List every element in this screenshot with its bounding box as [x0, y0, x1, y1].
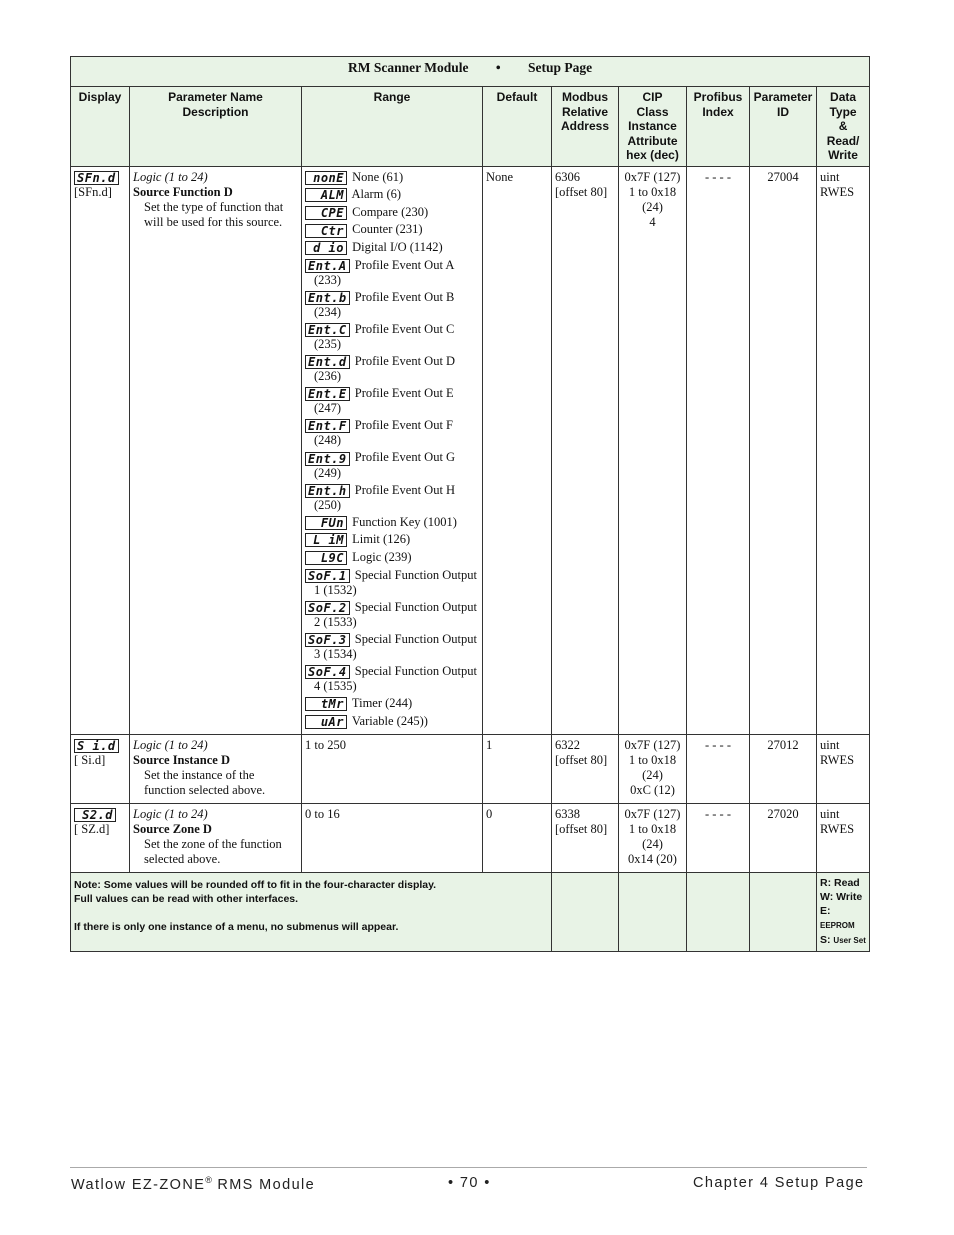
range-label: Profile Event Out D (236) [314, 354, 456, 384]
page-name: Setup Page [527, 60, 593, 75]
cip-cell [619, 735, 687, 804]
range-label: Function Key (1001) [352, 514, 457, 529]
cip-instance: 1 to 0x18 [628, 753, 677, 768]
param-cell [130, 735, 302, 804]
range-cell [302, 166, 483, 735]
range-label: Compare (230) [352, 204, 429, 219]
read-write: RWES [820, 822, 855, 837]
cip-cell [619, 804, 687, 873]
note-row [71, 873, 870, 952]
range-label: Limit (126) [352, 532, 411, 547]
range-option [305, 568, 479, 598]
range-option [305, 258, 479, 288]
header-data-type [817, 87, 870, 167]
header-modbus-line1: Modbus [562, 90, 608, 104]
modbus-offset: [offset 80] [555, 753, 608, 768]
range-option [305, 483, 479, 513]
table-title-row [71, 57, 870, 87]
range-lcd: tMr [305, 697, 347, 711]
lcd-display: S i.d [74, 739, 119, 753]
footer-left [71, 1175, 315, 1193]
cip-instance: 1 to 0x18 [628, 184, 677, 199]
modbus-address: 6306 [555, 169, 580, 184]
range-option [305, 664, 479, 694]
param-name: Source Instance D [133, 753, 230, 768]
header-cip-line4: Attribute [627, 133, 678, 148]
data-type-cell [817, 804, 870, 873]
data-type-cell [817, 166, 870, 735]
range-label: Special Function Output 1 (1532) [314, 567, 477, 597]
title-bullet: • [495, 60, 501, 75]
note-empty-cell [750, 873, 817, 952]
header-profibus-line1: Profibus [693, 90, 743, 104]
display-cell [71, 804, 130, 873]
data-type: uint [820, 169, 840, 184]
range-lcd: SoF.4 [305, 665, 350, 679]
range-lcd: d io [305, 241, 347, 255]
read-write: RWES [820, 184, 855, 199]
data-type: uint [820, 738, 840, 753]
param-cell [130, 804, 302, 873]
range-lcd: L iM [305, 533, 347, 547]
range-option [305, 600, 479, 630]
range-lcd: ALM [305, 188, 347, 202]
range-lcd: L9C [305, 551, 347, 565]
range-lcd: Ent.F [305, 419, 350, 433]
footer-registered-mark: ® [205, 1175, 212, 1185]
range-option [305, 354, 479, 384]
range-lcd: Ctr [305, 224, 347, 238]
range-lcd: FUn [305, 516, 347, 530]
range-option [305, 450, 479, 480]
rw-legend [817, 873, 870, 952]
legend-e-key: E: [820, 905, 831, 918]
header-data-type-line1: Data [830, 90, 857, 104]
table-row [71, 735, 870, 804]
range-lcd: Ent.h [305, 484, 350, 498]
module-name: RM Scanner Module [347, 60, 469, 75]
legend-s-val: User Set [833, 936, 866, 946]
table-title [71, 57, 870, 87]
range-option [305, 515, 479, 530]
footer-chapter: Chapter 4 Setup Page [693, 1175, 865, 1191]
modbus-offset: [offset 80] [555, 822, 608, 837]
header-data-type-line4: Read/ [826, 133, 860, 148]
header-param-id-line2: ID [777, 104, 789, 119]
header-profibus-line2: Index [702, 104, 734, 119]
header-data-type-line3: & [838, 119, 848, 133]
modbus-cell [552, 166, 619, 735]
param-description: Set the type of function that will be used for this source. [144, 199, 284, 229]
range-lcd: Ent.E [305, 387, 350, 401]
range-label: Profile Event Out F (248) [314, 418, 454, 448]
note-line-3: If there is only one instance of a menu, no submenus will appear. [74, 921, 399, 934]
header-data-type-line5: Write [828, 148, 858, 162]
param-id-cell: 27012 [750, 735, 817, 804]
footer-divider [70, 1167, 867, 1168]
footer-module: RMS Module [211, 1176, 316, 1193]
range-option [305, 532, 479, 547]
range-lcd: CPE [305, 206, 347, 220]
range-option [305, 322, 479, 352]
note-empty-cell [687, 873, 750, 952]
range-lcd: Ent.9 [305, 452, 350, 466]
header-row [71, 87, 870, 167]
param-name: Source Function D [133, 184, 233, 199]
note-line-1: Note: Some values will be rounded off to fit in the four-character display. [74, 879, 437, 892]
display-code: [SFn.d] [74, 184, 112, 199]
param-id-cell: 27020 [750, 804, 817, 873]
range-option [305, 714, 479, 729]
range-option [305, 696, 479, 711]
range-label: Profile Event Out B (234) [314, 289, 455, 319]
range-lcd: Ent.C [305, 323, 350, 337]
cip-instance-dec: (24) [642, 837, 663, 852]
range-label: Timer (244) [351, 696, 413, 710]
lcd-display: SFn.d [74, 171, 119, 185]
range-label: Profile Event Out A (233) [314, 257, 454, 287]
range-option [305, 187, 479, 202]
param-cell [130, 166, 302, 735]
range-option [305, 170, 479, 185]
param-description: Set the instance of the function selected above. [144, 768, 266, 798]
menu-label: Logic (1 to 24) [133, 807, 208, 822]
range-option [305, 550, 479, 565]
legend-r-val: Read [834, 877, 860, 890]
range-option [305, 632, 479, 662]
header-param-id [750, 87, 817, 167]
range-label: Special Function Output 4 (1535) [314, 663, 477, 693]
header-cip [619, 87, 687, 167]
legend-w-val: Write [836, 891, 863, 904]
cip-instance: 1 to 0x18 [628, 822, 677, 837]
legend-r-key: R: [820, 877, 832, 890]
header-modbus-line2: Relative [561, 104, 609, 119]
note-empty-cell [552, 873, 619, 952]
display-code: [ Si.d] [74, 753, 106, 768]
table-row [71, 804, 870, 873]
cip-instance-dec: (24) [642, 199, 663, 214]
modbus-cell [552, 804, 619, 873]
header-cip-line3: Instance [628, 119, 677, 133]
modbus-address: 6338 [555, 807, 580, 822]
cip-attribute: 0x14 (20) [628, 852, 677, 867]
table-row [71, 166, 870, 735]
header-modbus [552, 87, 619, 167]
range-option [305, 418, 479, 448]
default-cell: 1 [483, 735, 552, 804]
display-cell [71, 166, 130, 735]
parameter-table [70, 56, 870, 952]
header-modbus-line3: Address [560, 119, 610, 133]
cip-cell [619, 166, 687, 735]
range-label: Counter (231) [352, 222, 423, 237]
note-cell [71, 873, 552, 952]
range-label: Profile Event Out H (250) [314, 482, 456, 512]
range-option [305, 205, 479, 220]
display-cell [71, 735, 130, 804]
profibus-cell: - - - - [687, 804, 750, 873]
cip-class: 0x7F (127) [624, 807, 681, 822]
modbus-cell [552, 735, 619, 804]
header-param-id-line1: Parameter [753, 90, 813, 104]
param-id-cell: 27004 [750, 166, 817, 735]
default-cell: None [483, 166, 552, 735]
header-cip-line5: hex (dec) [626, 148, 679, 162]
range-cell: 1 to 250 [302, 735, 483, 804]
range-label: None (61) [352, 169, 404, 184]
header-profibus [687, 87, 750, 167]
range-list [305, 170, 479, 729]
range-cell: 0 to 16 [302, 804, 483, 873]
lcd-display: S2.d [74, 808, 116, 822]
profibus-cell: - - - - [687, 166, 750, 735]
header-param-name-line1: Parameter Name [168, 90, 263, 104]
note-line-2: Full values can be read with other interfaces. [74, 893, 299, 906]
footer-product: Watlow EZ-ZONE [71, 1176, 206, 1193]
range-label: Profile Event Out C (235) [314, 321, 455, 351]
data-type-cell [817, 735, 870, 804]
range-lcd: Ent.A [305, 259, 350, 273]
legend-w-key: W: [820, 891, 834, 904]
range-label: Profile Event Out G (249) [314, 450, 456, 480]
range-label: Digital I/O (1142) [352, 240, 443, 254]
header-cip-line1: CIP [642, 90, 663, 104]
cip-instance-dec: (24) [642, 768, 663, 783]
range-label: Variable (245)) [351, 713, 428, 728]
range-option [305, 386, 479, 416]
menu-label: Logic (1 to 24) [133, 169, 208, 184]
header-data-type-line2: Type [829, 104, 857, 119]
param-name: Source Zone D [133, 822, 212, 837]
modbus-offset: [offset 80] [555, 184, 608, 199]
profibus-cell: - - - - [687, 735, 750, 804]
range-lcd: nonE [305, 171, 347, 185]
data-type: uint [820, 807, 840, 822]
range-lcd: uAr [305, 715, 347, 729]
range-label: Special Function Output 2 (1533) [314, 599, 477, 629]
range-option [305, 290, 479, 320]
cip-attribute: 4 [649, 214, 656, 229]
range-option [305, 240, 479, 255]
range-lcd: SoF.2 [305, 601, 350, 615]
param-description: Set the zone of the function selected above. [144, 837, 282, 867]
header-default: Default [483, 87, 552, 167]
modbus-address: 6322 [555, 738, 580, 753]
range-lcd: SoF.1 [305, 569, 350, 583]
cip-attribute: 0xC (12) [630, 783, 675, 798]
header-param-name [130, 87, 302, 167]
menu-label: Logic (1 to 24) [133, 738, 208, 753]
display-code: [ SZ.d] [74, 822, 110, 837]
footer-page-number: • 70 • [448, 1175, 491, 1191]
range-lcd: Ent.b [305, 291, 350, 305]
range-lcd: Ent.d [305, 355, 350, 369]
range-label: Profile Event Out E (247) [314, 386, 454, 416]
range-label: Logic (239) [352, 549, 412, 564]
range-option [305, 222, 479, 237]
cip-class: 0x7F (127) [624, 169, 681, 184]
cip-class: 0x7F (127) [624, 738, 681, 753]
default-cell: 0 [483, 804, 552, 873]
header-display: Display [71, 87, 130, 167]
header-param-name-line2: Description [182, 104, 249, 119]
note-empty-cell [619, 873, 687, 952]
range-lcd: SoF.3 [305, 633, 350, 647]
header-range: Range [302, 87, 483, 167]
legend-s-key: S: [820, 934, 831, 947]
range-label: Special Function Output 3 (1534) [314, 631, 477, 661]
legend-e-val: EEPROM [820, 921, 855, 931]
range-label: Alarm (6) [351, 187, 402, 202]
header-cip-line2: Class [636, 104, 669, 119]
read-write: RWES [820, 753, 855, 768]
